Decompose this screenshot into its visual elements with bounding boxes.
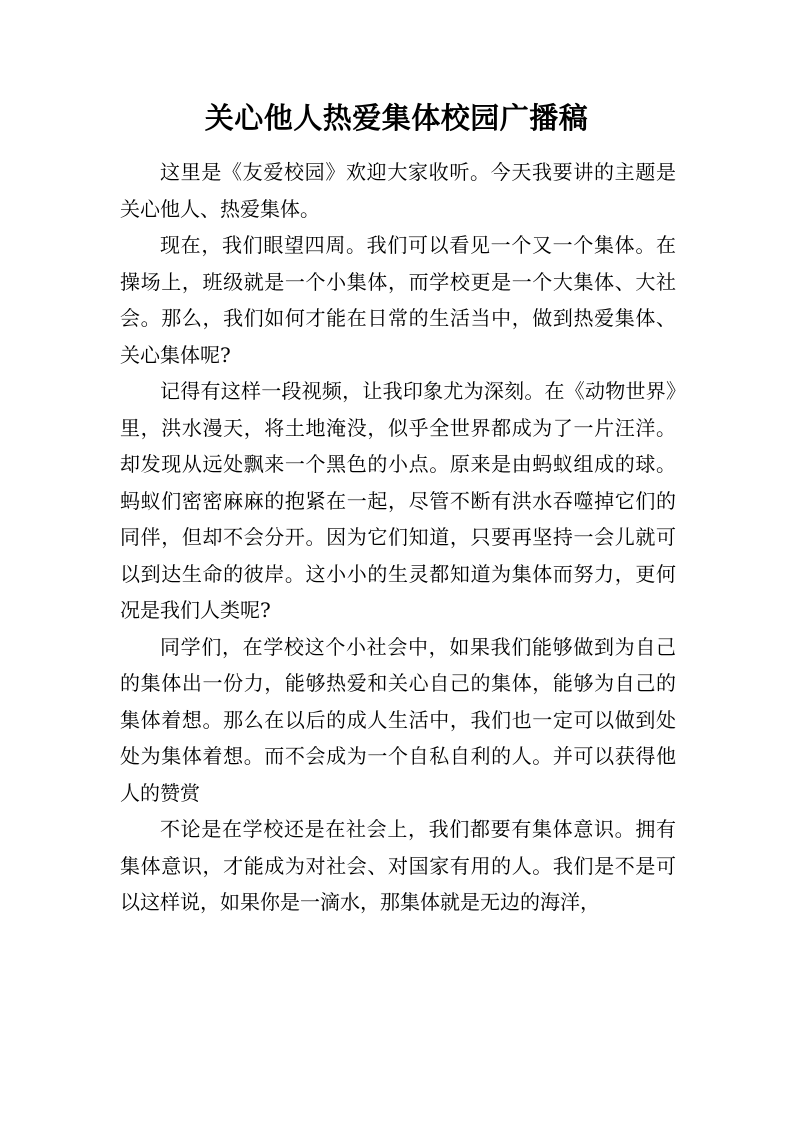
document-body (120, 154, 676, 921)
paragraph-3: 记得有这样一段视频，让我印象尤为深刻。在《动物世界》里，洪水漫天，将土地淹没，似乎全世界都成为了一片汪洋。却发现从远处飘来一个黑色的小点。原来是由蚂蚁组成的球。蚂蚁们密密麻麻的抱紧在一起，尽管不断有洪水吞噬掉它们的同伴，但却不会分开。因为它们知道，只要再坚持一会儿就可以到达生命的彼岸。这小小的生灵都知道为集体而努力，更何况是我们人类呢? (120, 379, 676, 622)
paragraph-1: 这里是《友爱校园》欢迎大家收听。今天我要讲的主题是关心他人、热爱集体。 (120, 160, 676, 221)
paragraph-2: 现在，我们眼望四周。我们可以看见一个又一个集体。在操场上，班级就是一个小集体，而学校更是一个大集体、大社会。那么，我们如何才能在日常的生活当中，做到热爱集体、关心集体呢? (120, 233, 676, 367)
paragraph-4: 同学们，在学校这个小社会中，如果我们能够做到为自己的集体出一份力，能够热爱和关心自己的集体，能够为自己的集体着想。那么在以后的成人生活中，我们也一定可以做到处处为集体着想。而不会成为一个自私自利的人。并可以获得他人的赞赏 (120, 634, 676, 805)
paragraph-5: 不论是在学校还是在社会上，我们都要有集体意识。拥有集体意识，才能成为对社会、对国家有用的人。我们是不是可以这样说，如果你是一滴水，那集体就是无边的海洋， (120, 817, 676, 914)
document-title: 关心他人热爱集体校园广播稿 (204, 101, 589, 135)
